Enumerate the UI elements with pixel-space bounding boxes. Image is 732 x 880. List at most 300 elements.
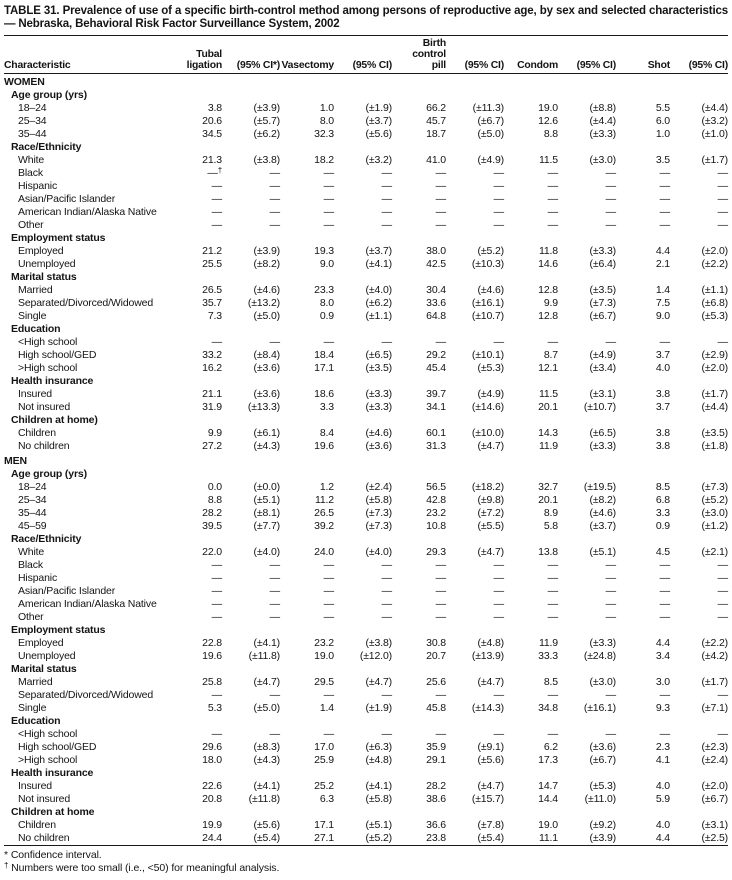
data-row: [4, 440, 728, 453]
ci-cell: (±3.0): [589, 154, 616, 166]
data-row: [4, 128, 728, 141]
ci-cell: [334, 453, 392, 468]
ci-cell: (±3.3): [589, 440, 616, 452]
ci-cell: (±4.1): [253, 637, 280, 649]
ci-cell: —: [605, 180, 616, 192]
ci-cell: [446, 715, 504, 728]
value-cell: —: [547, 167, 558, 179]
ci-cell: (±4.0): [365, 546, 392, 558]
value-cell: 31.9: [202, 401, 222, 413]
ci-cell: —: [605, 572, 616, 584]
ci-cell: (±11.8): [248, 793, 280, 805]
prevalence-table: [4, 35, 728, 846]
ci-cell: [558, 624, 616, 637]
row-label: Asian/Pacific Islander: [18, 193, 116, 205]
value-cell: 25.2: [314, 780, 334, 792]
ci-cell: (±4.2): [701, 650, 728, 662]
value-cell: [392, 89, 446, 102]
section-row: [4, 453, 728, 468]
value-cell: [616, 323, 670, 336]
ci-cell: —: [717, 689, 728, 701]
value-cell: 33.6: [426, 297, 446, 309]
ci-cell: (±5.0): [477, 128, 504, 140]
value-cell: 18.4: [314, 349, 334, 361]
value-cell: 5.8: [543, 520, 558, 532]
value-cell: 39.5: [202, 520, 222, 532]
value-cell: —: [211, 728, 222, 740]
value-cell: [504, 323, 558, 336]
value-cell: —: [435, 180, 446, 192]
value-cell: [504, 74, 558, 90]
ci-cell: (±4.4): [701, 102, 728, 114]
value-cell: —: [659, 611, 670, 623]
ci-cell: (±3.4): [589, 362, 616, 374]
ci-cell: (±3.0): [589, 676, 616, 688]
ci-cell: [558, 232, 616, 245]
ci-cell: (±3.7): [589, 520, 616, 532]
row-label: Unemployed: [18, 258, 76, 270]
ci-cell: (±6.7): [589, 754, 616, 766]
ci-cell: [334, 74, 392, 90]
ci-cell: (±7.3): [365, 520, 392, 532]
ci-cell: (±3.6): [253, 388, 280, 400]
value-cell: 35.9: [426, 741, 446, 753]
row-label: Health insurance: [11, 767, 94, 779]
value-cell: —: [659, 206, 670, 218]
value-cell: 11.5: [538, 388, 558, 400]
row-label: Children: [18, 819, 56, 831]
ci-cell: (±3.9): [253, 102, 280, 114]
ci-cell: (±19.5): [583, 481, 616, 493]
value-cell: 6.2: [543, 741, 558, 753]
ci-cell: (±3.5): [701, 427, 728, 439]
ci-cell: (±5.0): [253, 702, 280, 714]
subsection-row: [4, 323, 728, 336]
row-label: <High school: [18, 728, 78, 740]
ci-cell: —: [493, 611, 504, 623]
ci-cell: [334, 806, 392, 819]
value-cell: [392, 533, 446, 546]
row-label: Married: [18, 676, 53, 688]
data-row: [4, 793, 728, 806]
value-cell: 33.2: [202, 349, 222, 361]
value-cell: 19.0: [538, 819, 558, 831]
subsection-row: [4, 806, 728, 819]
value-cell: —: [211, 572, 222, 584]
ci-cell: (±16.1): [583, 702, 616, 714]
value-cell: [504, 271, 558, 284]
ci-cell: —: [269, 598, 280, 610]
ci-cell: (±4.0): [253, 546, 280, 558]
value-cell: —: [435, 728, 446, 740]
value-cell: [504, 624, 558, 637]
data-row: [4, 245, 728, 258]
value-cell: 18.0: [202, 754, 222, 766]
subsection-row: [4, 533, 728, 546]
ci-cell: (±5.8): [365, 793, 392, 805]
ci-cell: (±14.3): [471, 702, 504, 714]
value-cell: 6.8: [655, 494, 670, 506]
row-label: Asian/Pacific Islander: [18, 585, 116, 597]
ci-cell: —: [381, 611, 392, 623]
data-row: [4, 676, 728, 689]
ci-cell: (±5.7): [253, 115, 280, 127]
value-cell: —: [547, 572, 558, 584]
value-cell: [616, 663, 670, 676]
ci-cell: [558, 375, 616, 388]
value-cell: 20.7: [426, 650, 446, 662]
row-label: 25–34: [18, 494, 47, 506]
data-row: [4, 206, 728, 219]
value-cell: —: [435, 598, 446, 610]
value-cell: —: [547, 598, 558, 610]
value-cell: 29.5: [314, 676, 334, 688]
ci-cell: (±6.2): [365, 297, 392, 309]
ci-cell: —: [381, 180, 392, 192]
ci-cell: (±3.6): [253, 362, 280, 374]
ci-cell: (±3.1): [701, 819, 728, 831]
value-cell: —: [323, 689, 334, 701]
value-cell: [504, 453, 558, 468]
subsection-row: [4, 232, 728, 245]
value-cell: —: [211, 611, 222, 623]
value-cell: 25.8: [202, 676, 222, 688]
col-header-ci-pill: (95% CI): [464, 60, 504, 71]
value-cell: 34.5: [202, 128, 222, 140]
data-row: [4, 388, 728, 401]
ci-cell: [222, 375, 280, 388]
ci-cell: [670, 663, 728, 676]
data-row: [4, 219, 728, 232]
row-label: Health insurance: [11, 375, 94, 387]
value-cell: [616, 715, 670, 728]
footnotes: [4, 846, 728, 875]
ci-cell: (±3.2): [365, 154, 392, 166]
value-cell: 24.4: [202, 832, 222, 844]
value-cell: 34.8: [538, 702, 558, 714]
value-cell: —: [435, 572, 446, 584]
row-label: <High school: [18, 336, 78, 348]
value-cell: 14.6: [538, 258, 558, 270]
ci-cell: —: [381, 219, 392, 231]
data-row: [4, 572, 728, 585]
value-cell: —: [659, 167, 670, 179]
ci-cell: (±1.7): [701, 154, 728, 166]
data-row: [4, 598, 728, 611]
ci-cell: [670, 767, 728, 780]
ci-cell: —: [717, 611, 728, 623]
ci-cell: —: [493, 336, 504, 348]
data-row: [4, 689, 728, 702]
value-cell: —: [659, 219, 670, 231]
data-row: [4, 520, 728, 533]
col-header-ci-tubal-ligation: (95% CI*): [236, 60, 280, 71]
ci-cell: (±8.2): [253, 258, 280, 270]
ci-cell: (±3.3): [589, 128, 616, 140]
col-header-ci-shot: (95% CI): [688, 60, 728, 71]
ci-cell: [670, 89, 728, 102]
ci-cell: [558, 323, 616, 336]
ci-cell: [558, 663, 616, 676]
value-cell: [392, 715, 446, 728]
ci-cell: (±4.6): [477, 284, 504, 296]
row-label: Children at home): [11, 414, 98, 426]
row-label: Married: [18, 284, 53, 296]
ci-cell: (±2.2): [701, 637, 728, 649]
data-row: [4, 310, 728, 323]
ci-cell: —: [717, 585, 728, 597]
value-cell: —: [659, 598, 670, 610]
col-header-ci-condom: (95% CI): [576, 60, 616, 71]
value-cell: [168, 414, 222, 427]
ci-cell: (±2.4): [365, 481, 392, 493]
value-cell: 18.6: [314, 388, 334, 400]
ci-cell: [334, 533, 392, 546]
ci-cell: [222, 89, 280, 102]
ci-cell: —: [381, 598, 392, 610]
ci-cell: (±4.6): [365, 427, 392, 439]
value-cell: —: [547, 611, 558, 623]
ci-cell: —: [493, 728, 504, 740]
ci-cell: [334, 767, 392, 780]
data-row: [4, 481, 728, 494]
value-cell: —: [323, 585, 334, 597]
value-cell: —: [435, 611, 446, 623]
value-cell: —: [323, 728, 334, 740]
value-cell: [616, 767, 670, 780]
value-cell: —: [211, 336, 222, 348]
value-cell: [392, 375, 446, 388]
data-row: [4, 401, 728, 414]
ci-cell: (±5.6): [253, 819, 280, 831]
row-label: 45–59: [18, 520, 47, 532]
value-cell: 4.4: [655, 832, 670, 844]
value-cell: —: [659, 689, 670, 701]
value-cell: [280, 414, 334, 427]
ci-cell: [446, 806, 504, 819]
col-header-birth-control-pill: Birth control pill: [412, 38, 446, 71]
value-cell: 12.8: [538, 284, 558, 296]
data-row: [4, 741, 728, 754]
ci-cell: [334, 323, 392, 336]
row-label: High school/GED: [18, 349, 97, 361]
row-label: Not insured: [18, 793, 71, 805]
ci-cell: (±6.7): [589, 310, 616, 322]
subsection-row: [4, 375, 728, 388]
value-cell: —: [435, 585, 446, 597]
row-label: Hispanic: [18, 572, 58, 584]
value-cell: 22.0: [202, 546, 222, 558]
value-cell: 1.0: [655, 128, 670, 140]
ci-cell: (±5.2): [477, 245, 504, 257]
ci-cell: (±4.7): [477, 780, 504, 792]
ci-cell: (±5.5): [477, 520, 504, 532]
ci-cell: [670, 141, 728, 154]
value-cell: —: [547, 728, 558, 740]
ci-cell: [334, 271, 392, 284]
ci-cell: [670, 74, 728, 90]
section-row: [4, 74, 728, 90]
ci-cell: (±2.3): [701, 741, 728, 753]
ci-cell: —: [717, 572, 728, 584]
value-cell: 7.3: [207, 310, 222, 322]
value-cell: 18.2: [314, 154, 334, 166]
value-cell: [168, 271, 222, 284]
ci-cell: (±4.3): [253, 440, 280, 452]
value-cell: 4.0: [655, 362, 670, 374]
ci-cell: [222, 767, 280, 780]
ci-cell: —: [269, 611, 280, 623]
ci-cell: (±6.4): [589, 258, 616, 270]
ci-cell: —: [717, 559, 728, 571]
row-label: 18–24: [18, 102, 47, 114]
value-cell: —: [211, 598, 222, 610]
ci-cell: [222, 453, 280, 468]
ci-cell: (±1.1): [701, 284, 728, 296]
value-cell: —: [211, 219, 222, 231]
ci-cell: (±3.3): [589, 245, 616, 257]
ci-cell: —: [605, 689, 616, 701]
value-cell: 28.2: [426, 780, 446, 792]
row-label: Education: [11, 323, 61, 335]
value-cell: [168, 806, 222, 819]
value-cell: [616, 271, 670, 284]
value-cell: 29.3: [426, 546, 446, 558]
ci-cell: (±9.1): [477, 741, 504, 753]
ci-cell: (±6.7): [701, 793, 728, 805]
ci-cell: (±11.0): [584, 793, 616, 805]
ci-cell: —: [269, 689, 280, 701]
ci-cell: —: [269, 336, 280, 348]
value-cell: 6.3: [319, 793, 334, 805]
ci-cell: [222, 323, 280, 336]
row-label: 18–24: [18, 481, 47, 493]
value-cell: [168, 468, 222, 481]
data-row: [4, 336, 728, 349]
value-cell: [392, 141, 446, 154]
value-cell: —: [435, 559, 446, 571]
data-row: [4, 258, 728, 271]
col-header-ci-vasectomy: (95% CI): [352, 60, 392, 71]
ci-cell: [334, 624, 392, 637]
ci-cell: [670, 468, 728, 481]
data-row: [4, 284, 728, 297]
value-cell: 2.1: [655, 258, 670, 270]
ci-cell: —: [269, 559, 280, 571]
value-cell: 8.7: [543, 349, 558, 361]
footnote-marker-dagger: †: [4, 860, 9, 870]
value-cell: 45.4: [426, 362, 446, 374]
ci-cell: [334, 89, 392, 102]
ci-cell: [670, 715, 728, 728]
ci-cell: (±1.9): [365, 702, 392, 714]
ci-cell: —: [493, 585, 504, 597]
value-cell: —: [323, 206, 334, 218]
value-cell: —: [211, 180, 222, 192]
ci-cell: [670, 533, 728, 546]
row-label: Age group (yrs): [11, 89, 87, 101]
row-label: Children at home: [11, 806, 95, 818]
value-cell: 3.3: [319, 401, 334, 413]
ci-cell: (±7.3): [365, 507, 392, 519]
ci-cell: [446, 468, 504, 481]
value-cell: [168, 323, 222, 336]
row-label: Employed: [18, 245, 64, 257]
value-cell: [504, 89, 558, 102]
value-cell: [280, 767, 334, 780]
ci-cell: (±5.1): [253, 494, 280, 506]
value-cell: 3.7: [655, 349, 670, 361]
value-cell: [168, 232, 222, 245]
ci-cell: (±4.8): [477, 637, 504, 649]
data-row: [4, 611, 728, 624]
value-cell: —: [435, 336, 446, 348]
value-cell: —: [323, 336, 334, 348]
ci-cell: —: [717, 180, 728, 192]
value-cell: 64.8: [426, 310, 446, 322]
value-cell: [280, 74, 334, 90]
value-cell: —†: [207, 166, 222, 179]
value-cell: 13.8: [538, 546, 558, 558]
value-cell: [392, 232, 446, 245]
value-cell: 14.7: [538, 780, 558, 792]
ci-cell: [334, 141, 392, 154]
ci-cell: (±4.0): [365, 284, 392, 296]
row-label: American Indian/Alaska Native: [18, 206, 157, 218]
ci-cell: [334, 663, 392, 676]
table-title: TABLE 31. Prevalence of use of a specific birth-control method among persons of reproductive age, by sex and selected characteristics — Nebraska, Behavioral Risk Factor Surveillance System, 2002: [4, 5, 728, 30]
ci-cell: (±11.3): [472, 102, 504, 114]
footnote-text: Confidence interval.: [8, 849, 102, 861]
ci-cell: [222, 806, 280, 819]
ci-cell: (±4.7): [477, 546, 504, 558]
value-cell: 16.2: [202, 362, 222, 374]
value-cell: 5.9: [655, 793, 670, 805]
value-cell: 21.1: [202, 388, 222, 400]
ci-cell: (±10.7): [471, 310, 504, 322]
ci-cell: (±1.8): [701, 440, 728, 452]
ci-cell: [558, 74, 616, 90]
value-cell: 29.1: [426, 754, 446, 766]
value-cell: [280, 375, 334, 388]
value-cell: 45.7: [426, 115, 446, 127]
ci-cell: (±3.7): [365, 115, 392, 127]
row-label: Race/Ethnicity: [11, 141, 82, 153]
row-label: Other: [18, 611, 44, 623]
value-cell: [392, 806, 446, 819]
col-header-characteristic: Characteristic: [4, 60, 71, 71]
value-cell: 17.0: [314, 741, 334, 753]
value-cell: 4.5: [655, 546, 670, 558]
value-cell: [280, 89, 334, 102]
ci-cell: (±4.7): [477, 676, 504, 688]
value-cell: —: [547, 180, 558, 192]
value-cell: [168, 453, 222, 468]
value-cell: [616, 232, 670, 245]
value-cell: [392, 453, 446, 468]
value-cell: 24.0: [314, 546, 334, 558]
ci-cell: [334, 414, 392, 427]
ci-cell: [334, 375, 392, 388]
ci-cell: [334, 232, 392, 245]
value-cell: 19.0: [314, 650, 334, 662]
value-cell: 4.0: [655, 819, 670, 831]
value-cell: 8.4: [319, 427, 334, 439]
ci-cell: [446, 323, 504, 336]
value-cell: [616, 375, 670, 388]
value-cell: 11.9: [538, 637, 558, 649]
ci-cell: [222, 74, 280, 90]
